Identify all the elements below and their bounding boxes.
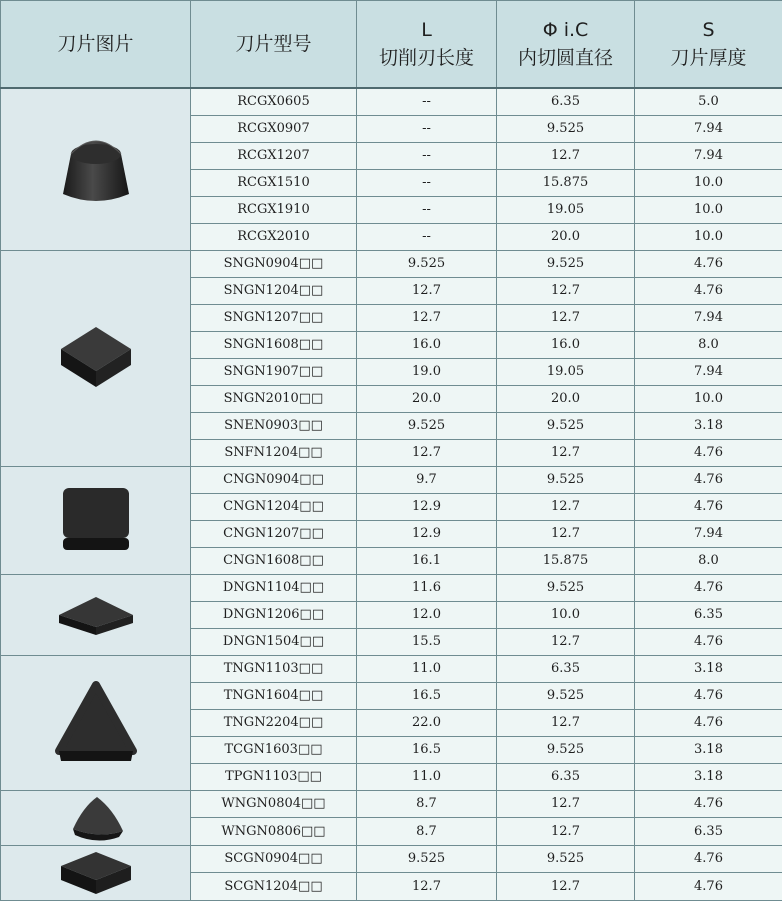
model-cell: SNGN1207□□ xyxy=(191,304,357,331)
length-cell: 16.1 xyxy=(357,547,497,574)
model-cell: SNGN1204□□ xyxy=(191,277,357,304)
ic-cell: 6.35 xyxy=(497,655,635,682)
model-cell: TNGN1604□□ xyxy=(191,682,357,709)
length-cell: 9.525 xyxy=(357,412,497,439)
length-cell: 12.7 xyxy=(357,277,497,304)
header-model: 刀片型号 xyxy=(191,1,357,89)
thickness-cell: 10.0 xyxy=(635,385,782,412)
model-cell: CNGN1207□□ xyxy=(191,520,357,547)
ic-cell: 12.7 xyxy=(497,142,635,169)
ic-cell: 12.7 xyxy=(497,873,635,901)
thickness-cell: 3.18 xyxy=(635,763,782,790)
ic-cell: 20.0 xyxy=(497,223,635,250)
length-cell: 9.7 xyxy=(357,466,497,493)
thickness-cell: 7.94 xyxy=(635,115,782,142)
ic-cell: 9.525 xyxy=(497,115,635,142)
header-length-label: 切削刃长度 xyxy=(357,44,496,72)
header-ic-symbol: Φ i.C xyxy=(497,16,634,44)
length-cell: 12.7 xyxy=(357,304,497,331)
table-row xyxy=(1,655,782,682)
model-cell: SCGN0904□□ xyxy=(191,845,357,873)
header-ic-label: 内切圆直径 xyxy=(497,44,634,72)
thickness-cell: 5.0 xyxy=(635,88,782,115)
header-thickness-symbol: S xyxy=(635,16,782,44)
model-cell: RCGX0605 xyxy=(191,88,357,115)
thickness-cell: 8.0 xyxy=(635,547,782,574)
model-cell: SNEN0903□□ xyxy=(191,412,357,439)
ic-cell: 19.05 xyxy=(497,358,635,385)
length-cell: -- xyxy=(357,196,497,223)
header-row xyxy=(1,1,782,89)
length-cell: 16.0 xyxy=(357,331,497,358)
length-cell: 20.0 xyxy=(357,385,497,412)
thickness-cell: 7.94 xyxy=(635,304,782,331)
table-row xyxy=(1,574,782,601)
ic-cell: 12.7 xyxy=(497,709,635,736)
header-image: 刀片图片 xyxy=(1,1,191,89)
ic-cell: 9.525 xyxy=(497,845,635,873)
length-cell: 9.525 xyxy=(357,250,497,277)
thickness-cell: 4.76 xyxy=(635,845,782,873)
ic-cell: 12.7 xyxy=(497,304,635,331)
thickness-cell: 7.94 xyxy=(635,358,782,385)
ic-cell: 9.525 xyxy=(497,682,635,709)
rhombic-80-insert-icon xyxy=(1,466,191,574)
length-cell: -- xyxy=(357,115,497,142)
thickness-cell: 4.76 xyxy=(635,466,782,493)
length-cell: 12.0 xyxy=(357,601,497,628)
model-cell: DNGN1504□□ xyxy=(191,628,357,655)
ic-cell: 12.7 xyxy=(497,520,635,547)
length-cell: 15.5 xyxy=(357,628,497,655)
thickness-cell: 4.76 xyxy=(635,873,782,901)
table-row xyxy=(1,790,782,818)
thickness-cell: 7.94 xyxy=(635,520,782,547)
thickness-cell: 4.76 xyxy=(635,493,782,520)
thickness-cell: 4.76 xyxy=(635,790,782,818)
square-insert-icon xyxy=(1,250,191,466)
model-cell: RCGX1207 xyxy=(191,142,357,169)
length-cell: 8.7 xyxy=(357,790,497,818)
length-cell: 11.6 xyxy=(357,574,497,601)
triangle-insert-icon xyxy=(1,655,191,790)
rhombic-55-insert-icon xyxy=(1,574,191,655)
ic-cell: 12.7 xyxy=(497,277,635,304)
ic-cell: 9.525 xyxy=(497,574,635,601)
thickness-cell: 4.76 xyxy=(635,709,782,736)
table-row xyxy=(1,845,782,873)
round-insert-icon xyxy=(1,88,191,250)
thickness-cell: 6.35 xyxy=(635,601,782,628)
thickness-cell: 10.0 xyxy=(635,169,782,196)
ic-cell: 12.7 xyxy=(497,818,635,846)
model-cell: CNGN1608□□ xyxy=(191,547,357,574)
ic-cell: 12.7 xyxy=(497,493,635,520)
model-cell: TNGN1103□□ xyxy=(191,655,357,682)
length-cell: 9.525 xyxy=(357,845,497,873)
length-cell: -- xyxy=(357,169,497,196)
ic-cell: 9.525 xyxy=(497,466,635,493)
length-cell: 19.0 xyxy=(357,358,497,385)
model-cell: SNGN1907□□ xyxy=(191,358,357,385)
header-length xyxy=(357,1,497,89)
model-cell: CNGN1204□□ xyxy=(191,493,357,520)
model-cell: TCGN1603□□ xyxy=(191,736,357,763)
header-length-symbol: L xyxy=(357,16,496,44)
ic-cell: 9.525 xyxy=(497,412,635,439)
model-cell: SNGN0904□□ xyxy=(191,250,357,277)
thickness-cell: 10.0 xyxy=(635,223,782,250)
model-cell: SCGN1204□□ xyxy=(191,873,357,901)
model-cell: SNGN1608□□ xyxy=(191,331,357,358)
model-cell: RCGX1910 xyxy=(191,196,357,223)
length-cell: 16.5 xyxy=(357,736,497,763)
length-cell: 12.7 xyxy=(357,873,497,901)
ic-cell: 16.0 xyxy=(497,331,635,358)
length-cell: 16.5 xyxy=(357,682,497,709)
model-cell: SNFN1204□□ xyxy=(191,439,357,466)
model-cell: TNGN2204□□ xyxy=(191,709,357,736)
header-thickness-label: 刀片厚度 xyxy=(635,44,782,72)
thickness-cell: 6.35 xyxy=(635,818,782,846)
length-cell: 12.9 xyxy=(357,520,497,547)
trigon-insert-icon xyxy=(1,790,191,845)
model-cell: RCGX2010 xyxy=(191,223,357,250)
header-thickness xyxy=(635,1,782,89)
thickness-cell: 4.76 xyxy=(635,439,782,466)
ic-cell: 12.7 xyxy=(497,439,635,466)
thickness-cell: 3.18 xyxy=(635,412,782,439)
table-row xyxy=(1,88,782,115)
model-cell: RCGX1510 xyxy=(191,169,357,196)
square-small-insert-icon xyxy=(1,845,191,900)
length-cell: 12.9 xyxy=(357,493,497,520)
thickness-cell: 7.94 xyxy=(635,142,782,169)
thickness-cell: 4.76 xyxy=(635,574,782,601)
thickness-cell: 8.0 xyxy=(635,331,782,358)
thickness-cell: 3.18 xyxy=(635,655,782,682)
length-cell: -- xyxy=(357,88,497,115)
length-cell: 8.7 xyxy=(357,818,497,846)
model-cell: DNGN1206□□ xyxy=(191,601,357,628)
model-cell: WNGN0806□□ xyxy=(191,818,357,846)
ic-cell: 9.525 xyxy=(497,250,635,277)
length-cell: 11.0 xyxy=(357,655,497,682)
ic-cell: 6.35 xyxy=(497,763,635,790)
model-cell: SNGN2010□□ xyxy=(191,385,357,412)
ic-cell: 10.0 xyxy=(497,601,635,628)
header-ic xyxy=(497,1,635,89)
length-cell: 22.0 xyxy=(357,709,497,736)
model-cell: CNGN0904□□ xyxy=(191,466,357,493)
ic-cell: 19.05 xyxy=(497,196,635,223)
ic-cell: 6.35 xyxy=(497,88,635,115)
model-cell: TPGN1103□□ xyxy=(191,763,357,790)
model-cell: RCGX0907 xyxy=(191,115,357,142)
ic-cell: 12.7 xyxy=(497,790,635,818)
thickness-cell: 4.76 xyxy=(635,277,782,304)
length-cell: 11.0 xyxy=(357,763,497,790)
ic-cell: 15.875 xyxy=(497,547,635,574)
ic-cell: 9.525 xyxy=(497,736,635,763)
ic-cell: 20.0 xyxy=(497,385,635,412)
ic-cell: 15.875 xyxy=(497,169,635,196)
table-body xyxy=(1,88,782,900)
thickness-cell: 3.18 xyxy=(635,736,782,763)
thickness-cell: 4.76 xyxy=(635,250,782,277)
table-row xyxy=(1,250,782,277)
length-cell: -- xyxy=(357,223,497,250)
model-cell: DNGN1104□□ xyxy=(191,574,357,601)
table-row xyxy=(1,466,782,493)
thickness-cell: 4.76 xyxy=(635,682,782,709)
length-cell: 12.7 xyxy=(357,439,497,466)
length-cell: -- xyxy=(357,142,497,169)
model-cell: WNGN0804□□ xyxy=(191,790,357,818)
thickness-cell: 4.76 xyxy=(635,628,782,655)
ic-cell: 12.7 xyxy=(497,628,635,655)
thickness-cell: 10.0 xyxy=(635,196,782,223)
